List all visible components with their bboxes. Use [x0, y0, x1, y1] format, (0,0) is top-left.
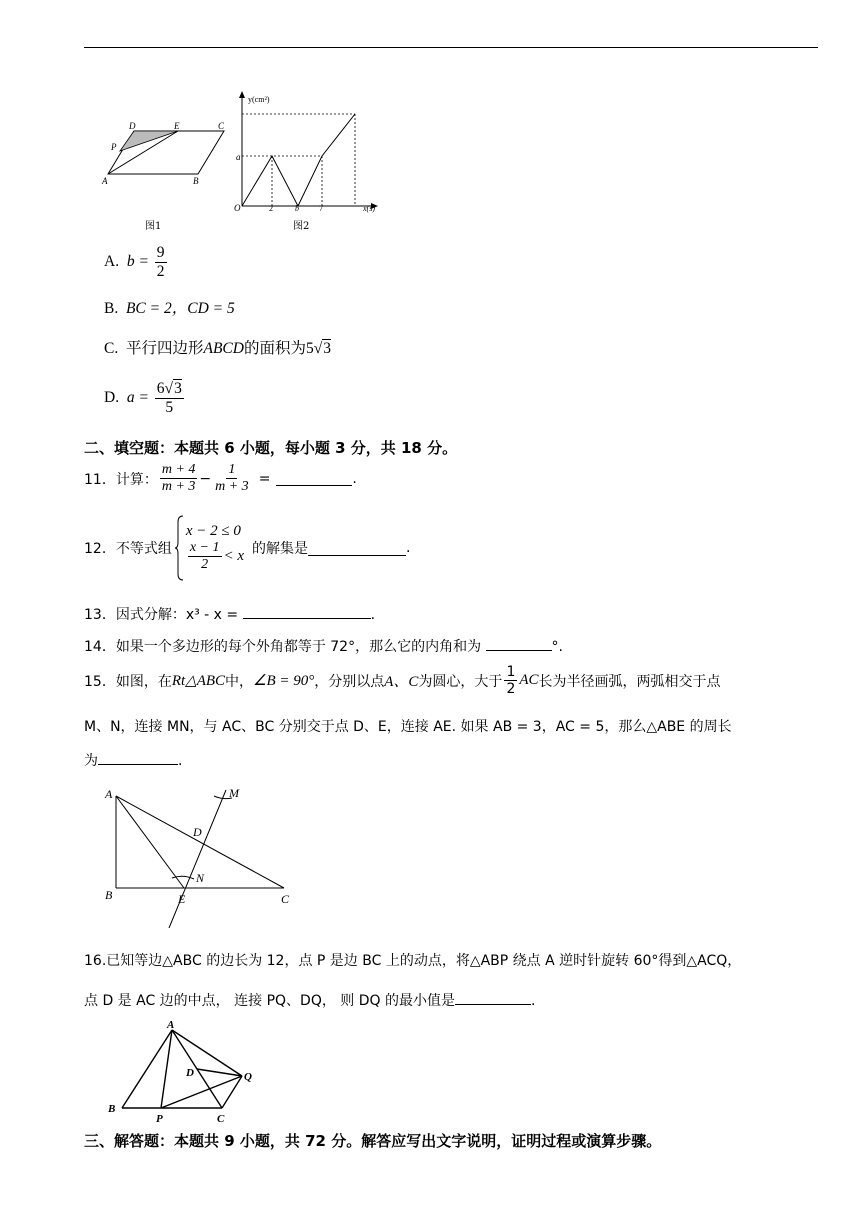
figure-2-graph [228, 88, 388, 218]
answer-blank-12[interactable] [308, 541, 406, 556]
q16-label-C: C [217, 1113, 225, 1125]
option-a: A. b = $\frac{9}{2}$ [104, 244, 165, 280]
question-16-figure [102, 1016, 262, 1128]
fig2-x-tick-b: b [295, 204, 299, 213]
answer-blank-15[interactable] [98, 750, 178, 765]
answer-blank-11[interactable] [276, 471, 352, 486]
figure-1-parallelogram [96, 114, 236, 234]
fig2-x-tick-2: 2 [269, 204, 273, 213]
fig1-label-A: A [102, 176, 108, 186]
system-brace [174, 514, 184, 582]
fig1-label-B: B [193, 176, 199, 186]
fig2-x-axis-label: x(s) [363, 204, 375, 213]
fig2-origin: O [234, 203, 241, 213]
fig2-x-tick-7: 7 [319, 204, 323, 213]
question-16-line-2: 点 D 是 AC 边的中点， 连接 PQ、DQ， 则 DQ 的最小值是 . [84, 990, 535, 1010]
section-3-title: 三、解答题：本题共 9 小题，共 72 分。解答应写出文字说明，证明过程或演算步骤。 [84, 1132, 662, 1150]
fig2-y-tick-a: a [236, 152, 241, 162]
question-13: 13．因式分解：x³ - x = . [84, 604, 375, 624]
q15-label-B: B [105, 888, 113, 902]
q16-label-B: B [108, 1103, 116, 1115]
figure-1-caption: 图1 [145, 221, 162, 232]
fig1-label-P: P [111, 142, 117, 152]
answer-blank-16[interactable] [455, 990, 531, 1005]
question-11: 11．计算： $\frac{m + 4}{m + 3}$ − $\frac{1}{m + 3}$ = . [84, 462, 357, 495]
fig2-y-axis-label: y(cm²) [248, 95, 270, 104]
question-15-figure [96, 778, 306, 928]
question-12: 12．不等式组 x − 2 ≤ 0 $\frac{x - 1}{2}$ < x 的解集是 . [84, 512, 410, 584]
q16-label-Q: Q [244, 1071, 252, 1083]
answer-blank-13[interactable] [243, 604, 371, 619]
answer-blank-14[interactable] [486, 636, 552, 651]
q15-label-A: A [105, 787, 113, 801]
q16-label-A: A [167, 1019, 175, 1031]
fig1-label-E: E [174, 121, 180, 131]
q15-label-N: N [196, 871, 205, 885]
option-b: B. BC = 2，CD = 5 [104, 300, 235, 317]
q15-label-M: M [229, 786, 239, 800]
question-15-line-1: 15．如图，在 Rt△ABC 中， ∠B = 90° ，分别以点 A、C 为圆心，大于 $\frac{1}{2}$ AC 长为半径画弧，两弧相交于点 [84, 664, 721, 698]
option-c: C. 平行四边形ABCD的面积为5√3 [104, 340, 331, 357]
q15-label-C: C [281, 892, 290, 906]
q15-label-D: D [193, 825, 202, 839]
question-14: 14．如果一个多边形的每个外角都等于 72°，那么它的内角和为 °. [84, 636, 563, 656]
figure-2-caption: 图2 [293, 221, 310, 232]
question-15-line-3: 为 . [84, 750, 182, 770]
section-2-title: 二、填空题：本题共 6 小题，每小题 3 分，共 18 分。 [84, 439, 458, 457]
fig1-label-C: C [218, 121, 225, 131]
q16-label-P: P [156, 1113, 163, 1125]
q15-label-E: E [178, 892, 186, 906]
question-15-line-2: M、N，连接 MN，与 AC、BC 分别交于点 D、E，连接 AE. 如果 AB = 3，AC = 5，那么△ABE 的周长 [84, 719, 732, 735]
option-d: D. a = $\frac{6√3}{5}$ [104, 380, 182, 416]
fig1-label-D: D [129, 121, 136, 131]
q16-label-D: D [186, 1067, 194, 1079]
header-rule [84, 47, 818, 48]
question-16-line-1: 16.已知等边△ABC 的边长为 12，点 P 是边 BC 上的动点，将△ABP 绕点 A 逆时针旋转 60°得到△ACQ， [84, 953, 742, 969]
